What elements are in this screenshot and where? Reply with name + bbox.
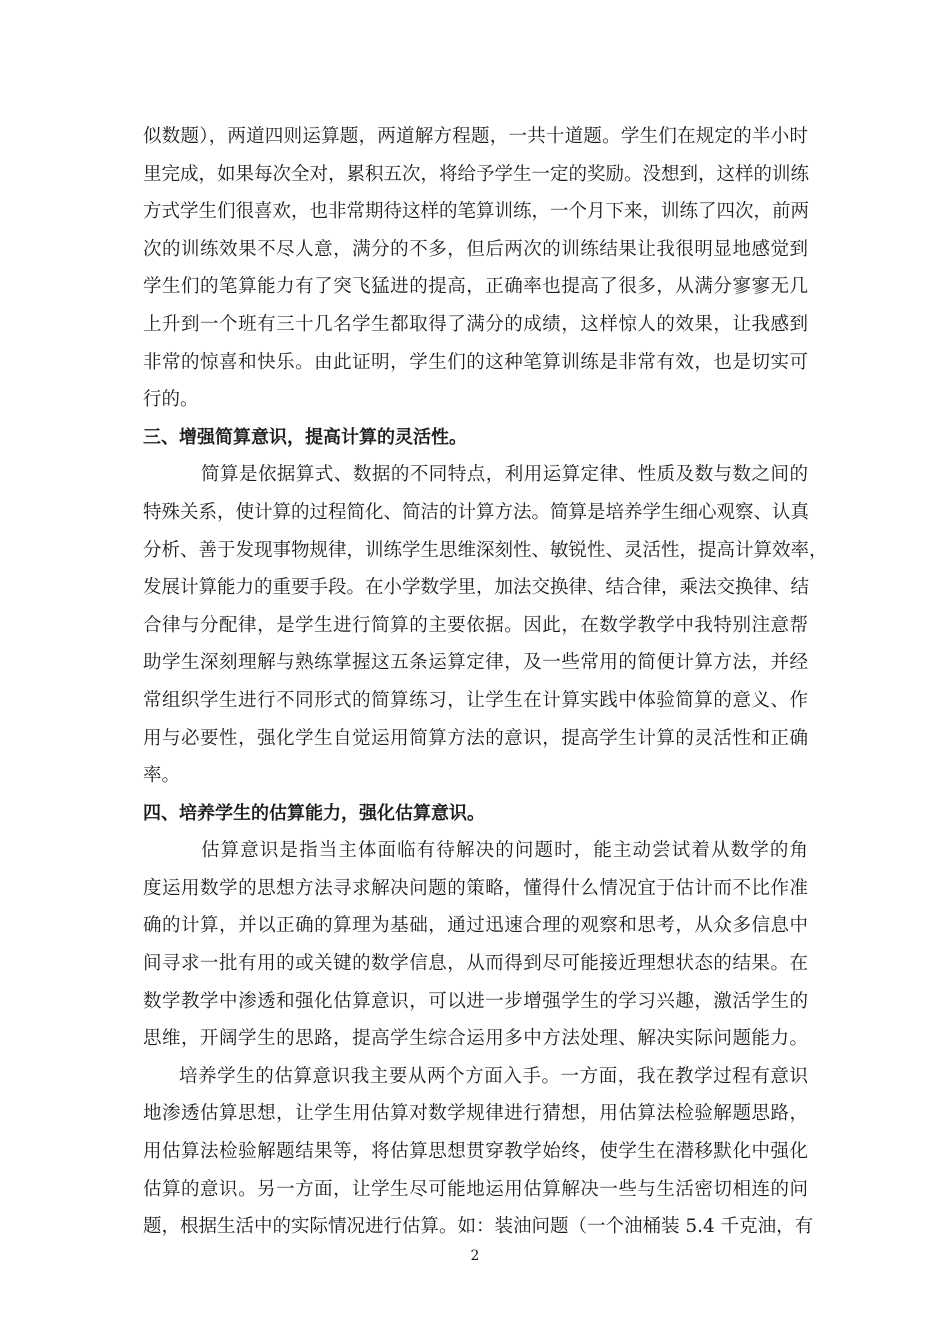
text-line: 地渗透估算思想，让学生用估算对数学规律进行猜想，用估算法检验解题思路， [143, 1103, 808, 1125]
text-line: 确的计算，并以正确的算理为基础，通过迅速合理的观察和思考，从众多信息中 [143, 915, 808, 937]
text-line: 方式学生们很喜欢，也非常期待这样的笔算训练，一个月下来，训练了四次，前两 [143, 201, 810, 223]
text-line: 估算的意识。另一方面，让学生尽可能地运用估算解决一些与生活密切相连的问 [143, 1178, 808, 1200]
text-line: 用估算法检验解题结果等，将估算思想贯穿教学始终，使学生在潜移默化中强化 [143, 1141, 808, 1163]
text-line: 行的。 [143, 389, 199, 411]
text-line: 题，根据生活中的实际情况进行估算。如：装油问题（一个油桶装 5.4 千克油，有 [143, 1216, 814, 1238]
text-line: 合律与分配律，是学生进行简算的主要依据。因此，在数学教学中我特别注意帮 [143, 614, 808, 636]
text-line: 常组织学生进行不同形式的简算练习，让学生在计算实践中体验简算的意义、作 [143, 689, 808, 711]
text-line: 度运用数学的思想方法寻求解决问题的策略，懂得什么情况宜于估计而不比作准 [143, 877, 808, 899]
text-line: 数学教学中渗透和强化估算意识，可以进一步增强学生的学习兴趣，激活学生的 [143, 990, 808, 1012]
section-heading: 三、增强简算意识，提高计算的灵活性。 [143, 426, 467, 448]
text-line: 率。 [143, 765, 181, 787]
text-line: 间寻求一批有用的或关键的数学信息，从而得到尽可能接近理想状态的结果。在 [143, 953, 808, 975]
text-line: 上升到一个班有三十几名学生都取得了满分的成绩，这样惊人的效果，让我感到 [143, 313, 808, 335]
text-line: 助学生深刻理解与熟练掌握这五条运算定律，及一些常用的简便计算方法，并经 [143, 652, 808, 674]
text-line: 似数题），两道四则运算题，两道解方程题，一共十道题。学生们在规定的半小时 [143, 126, 808, 147]
text-line: 学生们的笔算能力有了突飞猛进的提高，正确率也提高了很多，从满分寥寥无几 [143, 276, 808, 298]
text-line: 用与必要性，强化学生自觉运用简算方法的意识，提高学生计算的灵活性和正确 [143, 727, 808, 749]
text-line: 估算意识是指当主体面临有待解决的问题时，能主动尝试着从数学的角 [201, 840, 808, 862]
text-line: 特殊关系，使计算的过程简化、简洁的计算方法。简算是培养学生细心观察、认真 [143, 501, 810, 523]
text-line: 思维，开阔学生的思路，提高学生综合运用多中方法处理、解决实际问题能力。 [143, 1028, 808, 1050]
text-line: 非常的惊喜和快乐。由此证明，学生们的这种笔算训练是非常有效，也是切实可 [143, 351, 808, 373]
text-line: 分析、善于发现事物规律，训练学生思维深刻性、敏锐性、灵活性，提高计算效率， [143, 539, 828, 561]
page-number: 2 [470, 1248, 480, 1264]
text-line: 培养学生的估算意识我主要从两个方面入手。一方面，我在教学过程有意识 [179, 1065, 808, 1087]
section-heading: 四、培养学生的估算能力，强化估算意识。 [143, 802, 485, 824]
text-line: 里完成，如果每次全对，累积五次，将给予学生一定的奖励。没想到，这样的训练 [143, 163, 810, 185]
text-line: 发展计算能力的重要手段。在小学数学里，加法交换律、结合律，乘法交换律、结 [143, 577, 810, 599]
document-body [143, 118, 828, 1246]
text-line: 次的训练效果不尽人意，满分的不多，但后两次的训练结果让我很明显地感觉到 [143, 238, 808, 260]
text-line: 简算是依据算式、数据的不同特点，利用运算定律、性质及数与数之间的 [201, 464, 808, 486]
